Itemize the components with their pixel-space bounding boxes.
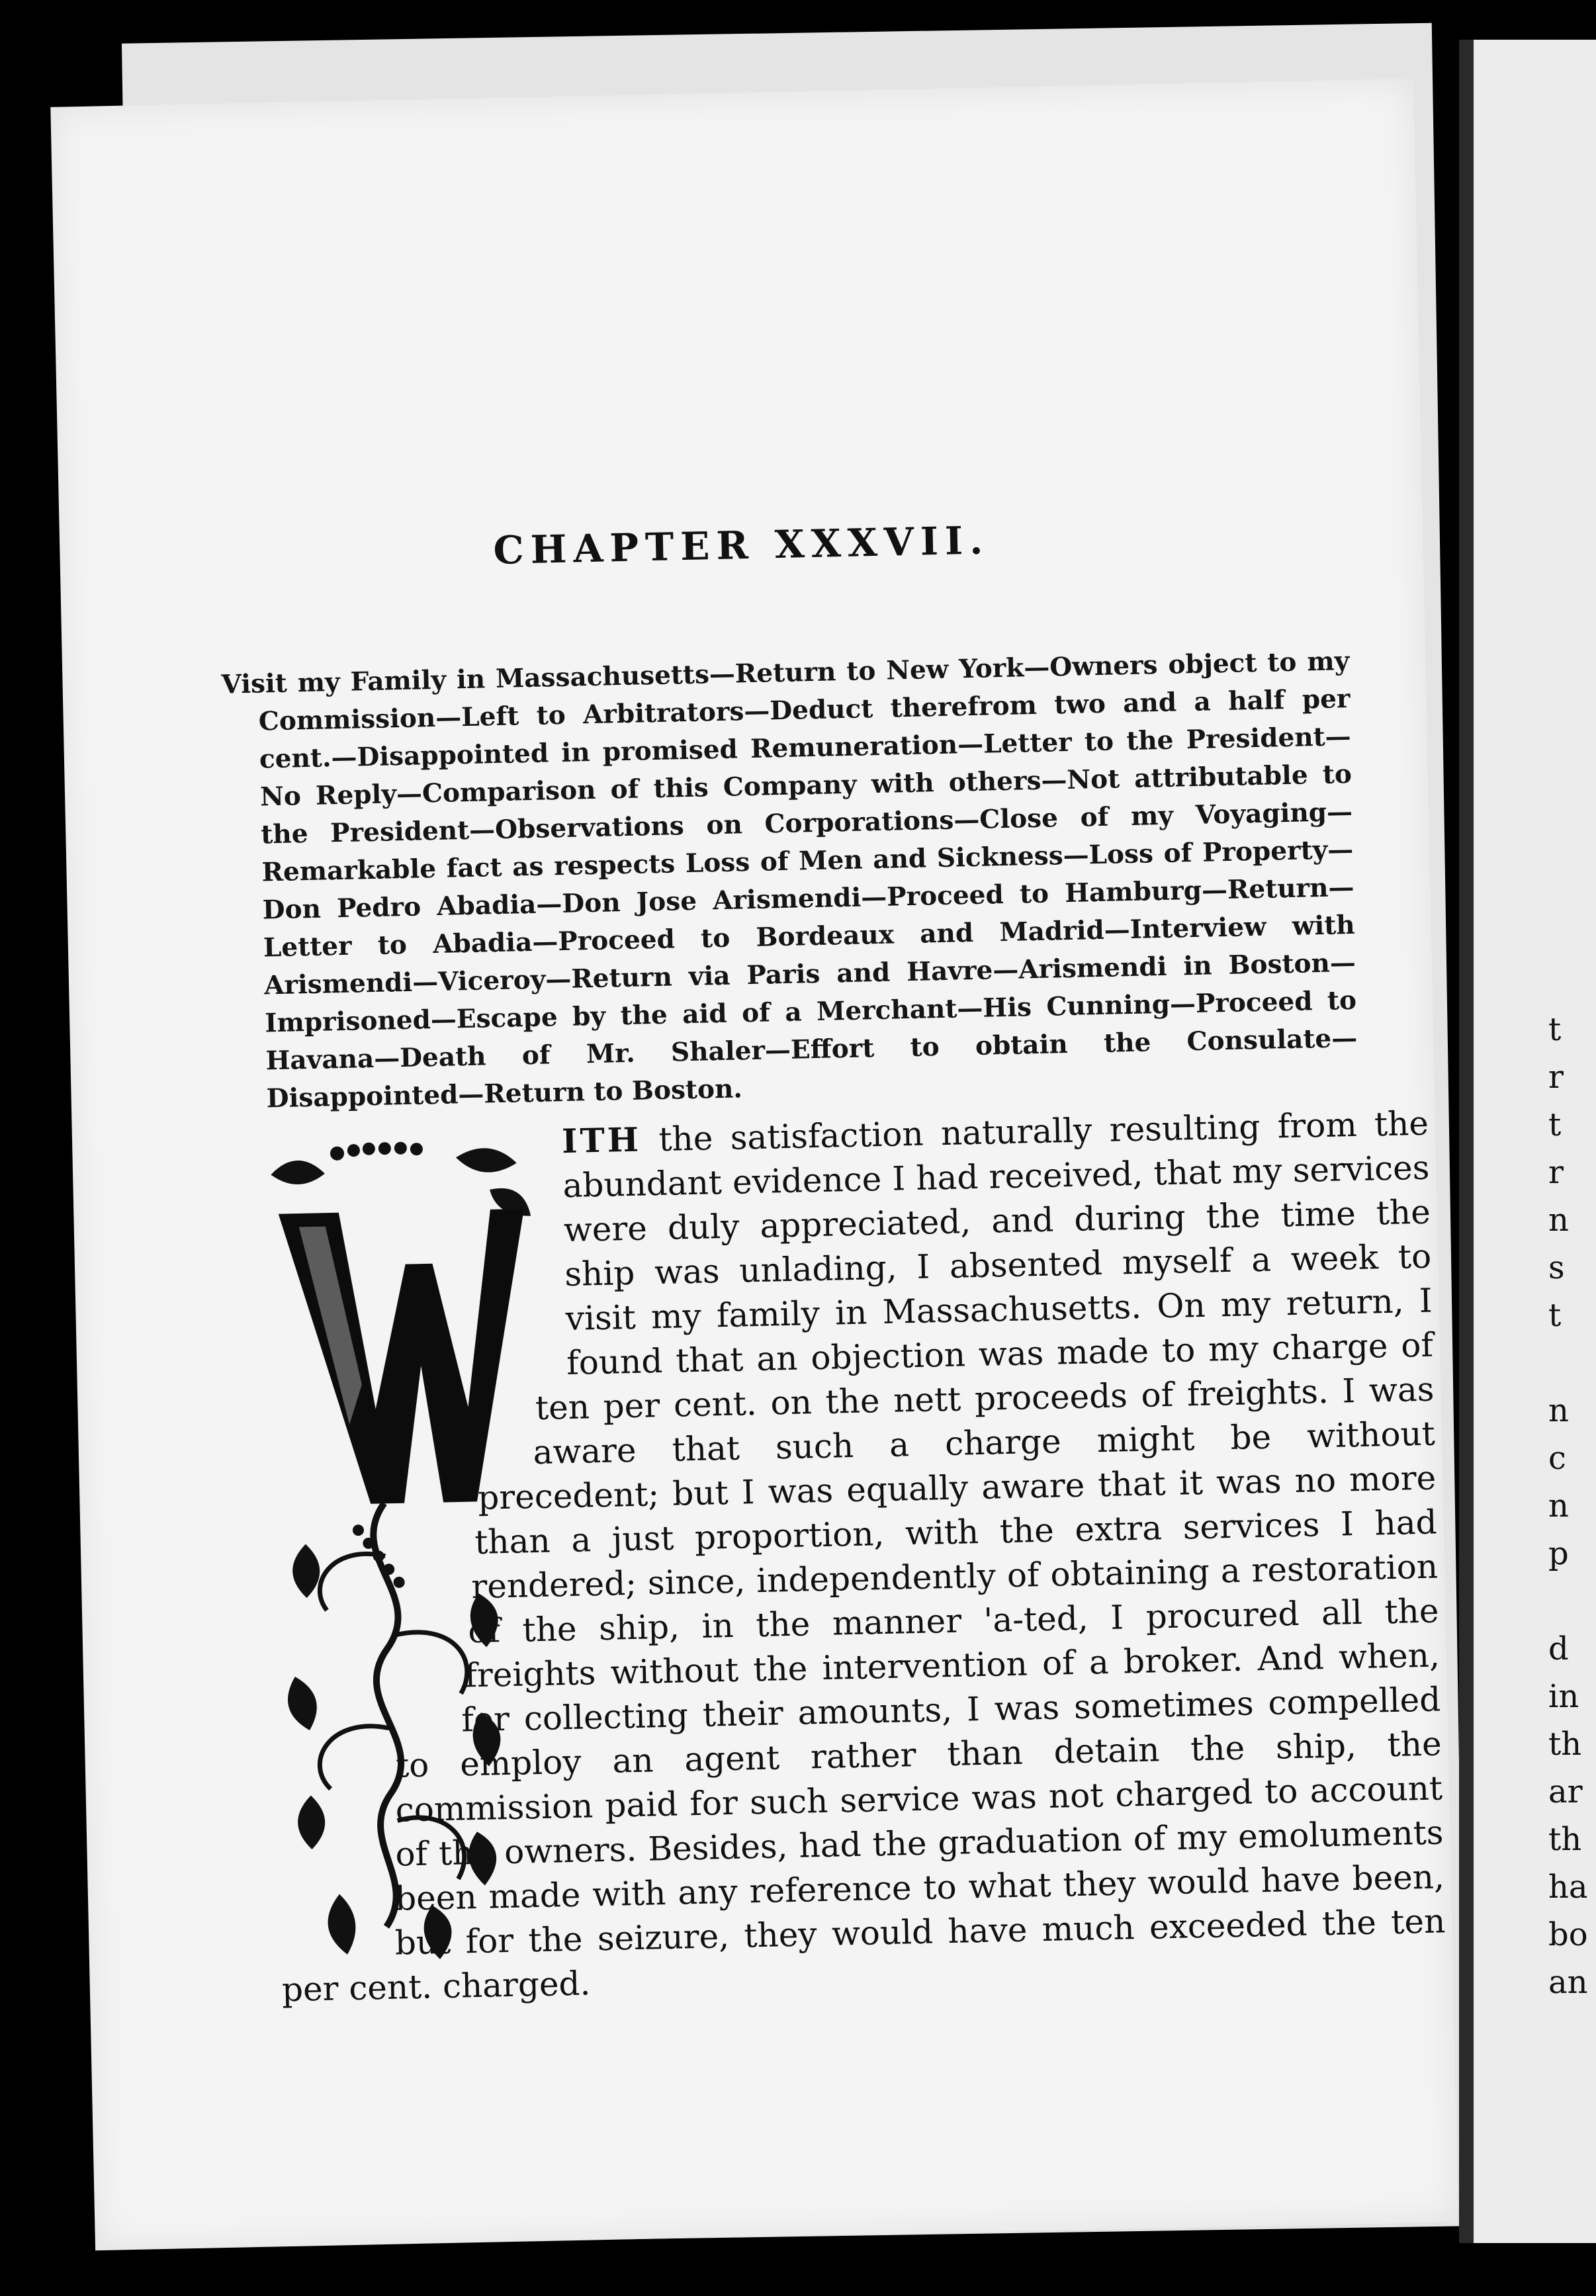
facing-page-text: t r t r n s t n c n p d in th ar th ha bo an [1548, 1011, 1588, 2001]
lead-letters: ITH [561, 1120, 642, 1161]
chapter-synopsis: Visit my Family in Massachusetts—Return to New York—Owners object to my Commission—Left to Arbitrators—Deduct therefrom two and a half per cent.—Disappointed in promised Remuneration—Letter to the President—No Reply—Comparison of this Company with others—Not attributable to the President—Observations on Corporations—Close of my Voyaging—Remarkable fact as respects Loss of Men and Sickness—Loss of Property—Don Pedro Abadia—Don Jose Arismendi—Proceed to Hamburg—Return—Letter to Abadia—Proceed to Bordeaux and Madrid—Interview with Arismendi—Viceroy—Return via Paris and Havre—Arismendi in Boston—Imprisoned—Escape by the aid of a Merchant—His Cunning—Proceed to Havana—Death of Mr. Shaler—Effort to obtain the Consulate—Disappointed—Return to Boston. [221, 646, 1358, 1114]
book-page [50, 79, 1458, 2250]
chapter-title: CHAPTER XXXVII. [492, 517, 990, 574]
paragraph-text: the satisfaction naturally resulting from the abundant evidence I had received, that my services were duly appreciated, and during the time the ship was unlading, I absented myself a week to visit my family in Massachusetts. On my return, I found that an objection was made to my charge of ten per cent. on the nett proceeds of freights. I was aware that such a charge might be without precedent; but I was equally aware that it was no more than a just proportion, with the extra services I had rendered; since, independently of obtaining a restoration of the ship, in the manner 'a-ted, I procured all the freights without the intervention of a broker. And when, for collecting their amounts, I was sometimes compelled to employ an agent rather than detain the ship, the commission paid for such service was not charged to account of the owners. Besides, had the graduation of my emoluments been made with any reference to what they would have been, but for the seizure, they would have much exceeded the ten per cent. charged. [281, 1104, 1446, 2009]
body-paragraph [264, 1101, 1447, 2013]
